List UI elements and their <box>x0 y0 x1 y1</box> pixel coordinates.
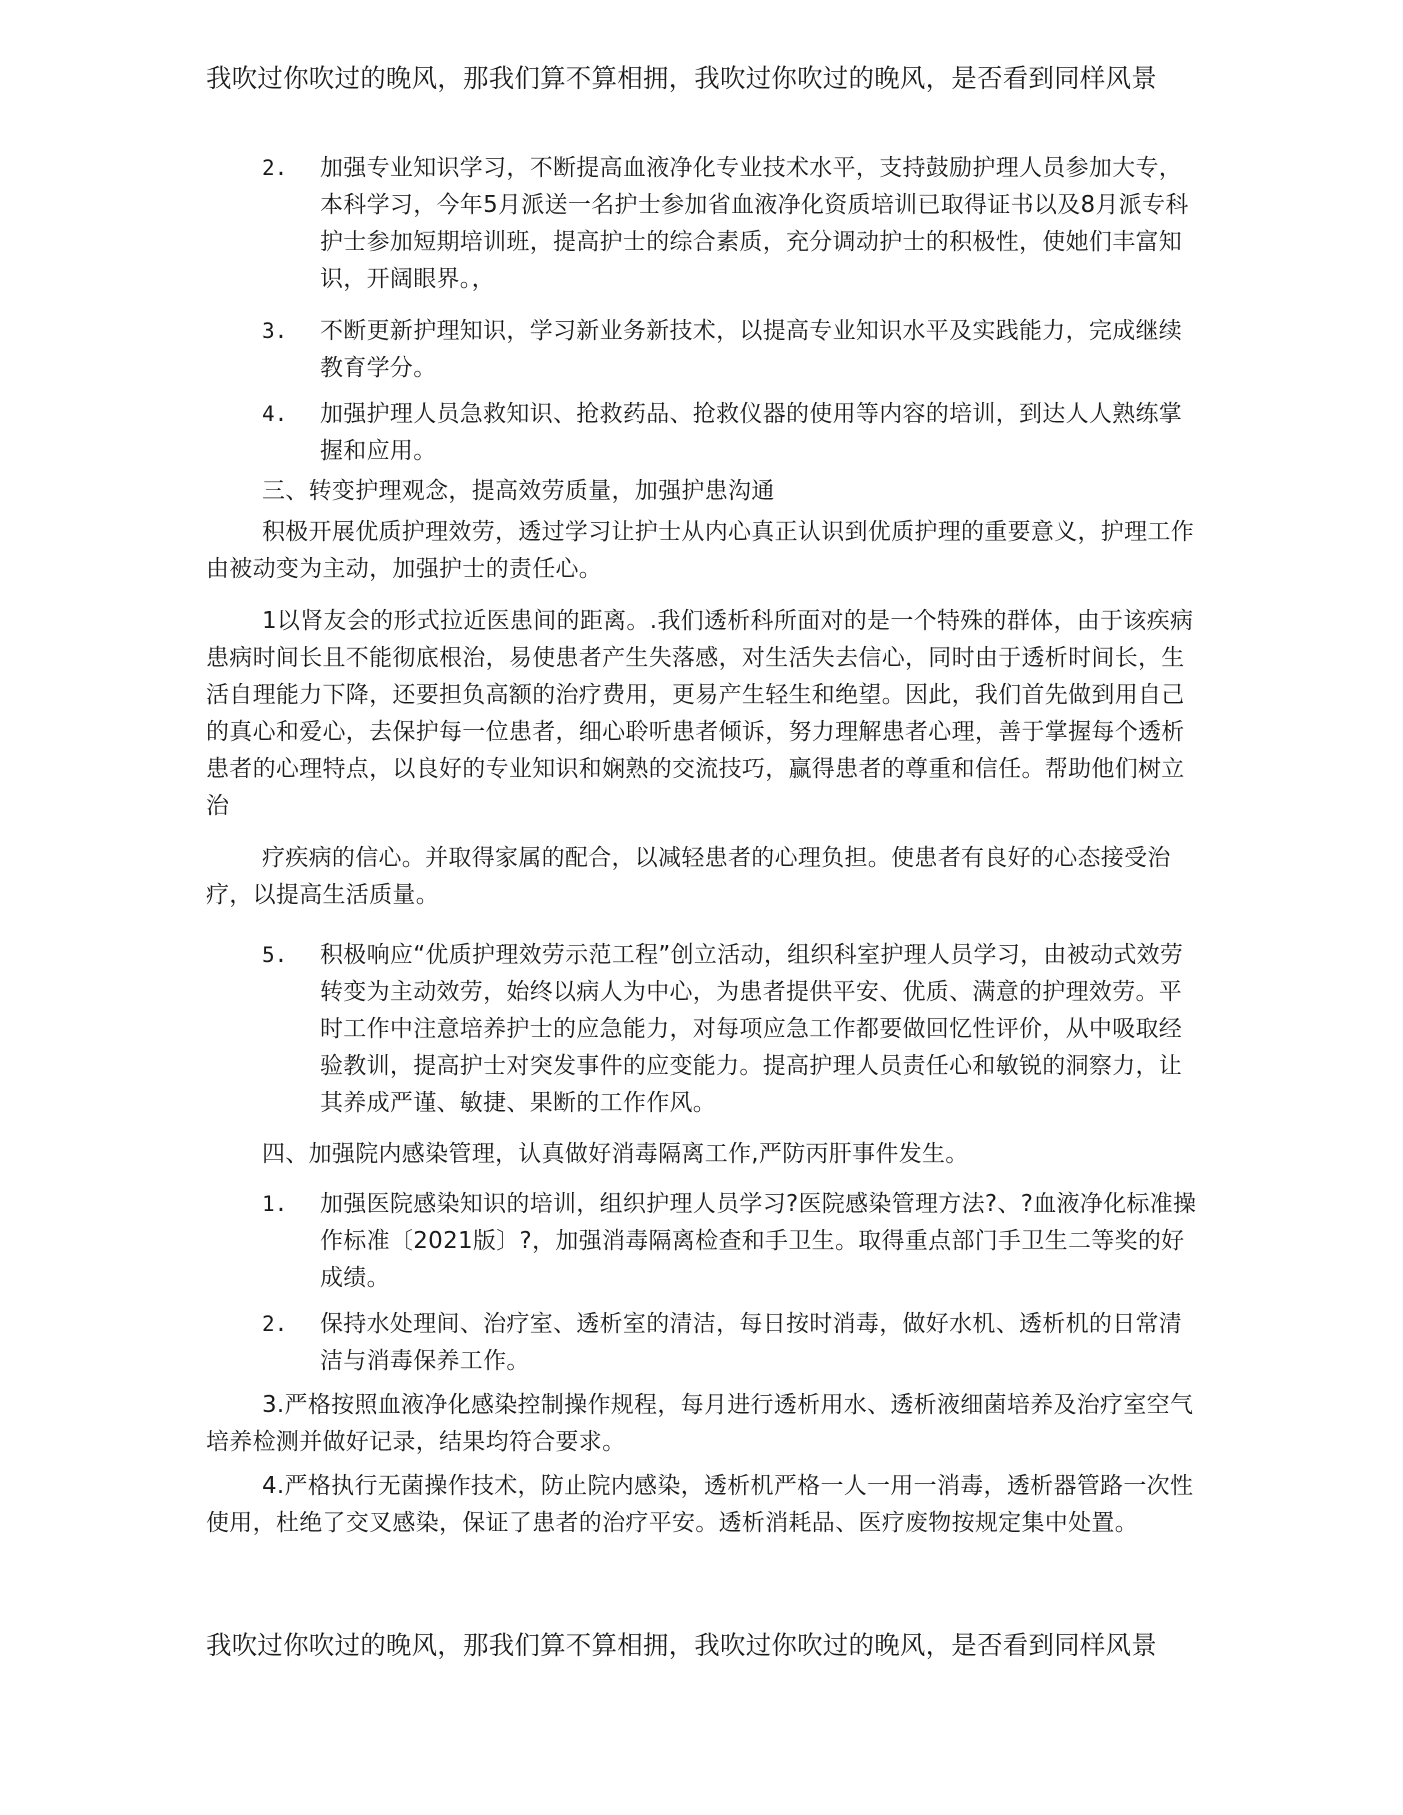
paragraph-item-4: 4.严格执行无菌操作技术，防止院内感染，透析机严格一人一用一消毒，透析器管路一次性使用，杜绝了交叉感染，保证了患者的治疗平安。透析消耗品、医疗废物按规定集中处置。 <box>206 1473 1194 1536</box>
section-heading-4: 四、加强院内感染管理，认真做好消毒隔离工作,严防丙肝事件发生。 <box>262 1141 969 1167</box>
list-text: 加强医院感染知识的培训，组织护理人员学习?医院感染管理方法?、?血液净化标准操作标准〔2021版〕?，加强消毒隔离检查和手卫生。取得重点部门手卫生二等奖的好成绩。 <box>320 1191 1197 1291</box>
paragraph-kidney-club: 1以肾友会的形式拉近医患间的距离。.我们透析科所面对的是一个特殊的群体，由于该疾病患病时间长且不能彻底根治，易使患者产生失落感，对生活失去信心，同时由于透析时间长，生活自理能力下降，还要担负高额的治疗费用，更易产生轻生和绝望。因此，我们首先做到用自己的真心和爱心，去保护每一位患者，细心聆听患者倾诉，努力理解患者心理，善于掌握每个透析患者的心理特点，以良好的专业知识和娴熟的交流技巧，赢得患者的尊重和信任。帮助他们树立治 <box>206 608 1194 819</box>
list-text: 加强专业知识学习，不断提高血液净化专业技术水平，支持鼓励护理人员参加大专，本科学习，今年5月派送一名护士参加省血液净化资质培训已取得证书以及8月派专科护士参加短期培训班，提高护士的综合素质，充分调动护士的积极性，使她们丰富知识，开阔眼界。， <box>320 155 1189 292</box>
list-text: 积极响应“优质护理效劳示范工程”创立活动，组织科室护理人员学习，由被动式效劳转变为主动效劳，始终以病人为中心，为患者提供平安、优质、满意的护理效劳。平时工作中注意培养护士的应急能力，对每项应急工作都要做回忆性评价，从中吸取经验教训，提高护士对突发事件的应变能力。提高护理人员责任心和敏锐的洞察力，让其养成严谨、敏捷、果断的工作作风。 <box>320 942 1184 1116</box>
list-text: 加强护理人员急救知识、抢救药品、抢救仪器的使用等内容的培训，到达人人熟练掌握和应用。 <box>320 401 1183 464</box>
list-number: 5. <box>262 943 288 967</box>
header-text: 我吹过你吹过的晚风，那我们算不算相拥，我吹过你吹过的晚风，是否看到同样风景 <box>206 64 1157 94</box>
list-text: 不断更新护理知识，学习新业务新技术，以提高专业知识水平及实践能力，完成继续教育学分。 <box>320 318 1183 381</box>
list-number: 2. <box>262 1312 288 1336</box>
paragraph-item-3: 3.严格按照血液净化感染控制操作规程，每月进行透析用水、透析液细菌培养及治疗室空气培养检测并做好记录，结果均符合要求。 <box>206 1392 1194 1455</box>
list-number: 4. <box>262 402 288 426</box>
footer-text: 我吹过你吹过的晚风，那我们算不算相拥，我吹过你吹过的晚风，是否看到同样风景 <box>206 1631 1157 1661</box>
list-number: 3. <box>262 319 288 343</box>
paragraph-quality-care: 积极开展优质护理效劳，透过学习让护士从内心真正认识到优质护理的重要意义，护理工作由被动变为主动，加强护士的责任心。 <box>206 519 1194 582</box>
paragraph-confidence: 疗疾病的信心。并取得家属的配合，以减轻患者的心理负担。使患者有良好的心态接受治疗，以提高生活质量。 <box>206 845 1171 908</box>
list-number: 1. <box>262 1192 288 1216</box>
list-text: 保持水处理间、治疗室、透析室的清洁，每日按时消毒，做好水机、透析机的日常清洁与消毒保养工作。 <box>320 1311 1183 1374</box>
list-number: 2. <box>262 156 288 180</box>
section-heading-3: 三、转变护理观念，提高效劳质量，加强护患沟通 <box>262 478 775 504</box>
